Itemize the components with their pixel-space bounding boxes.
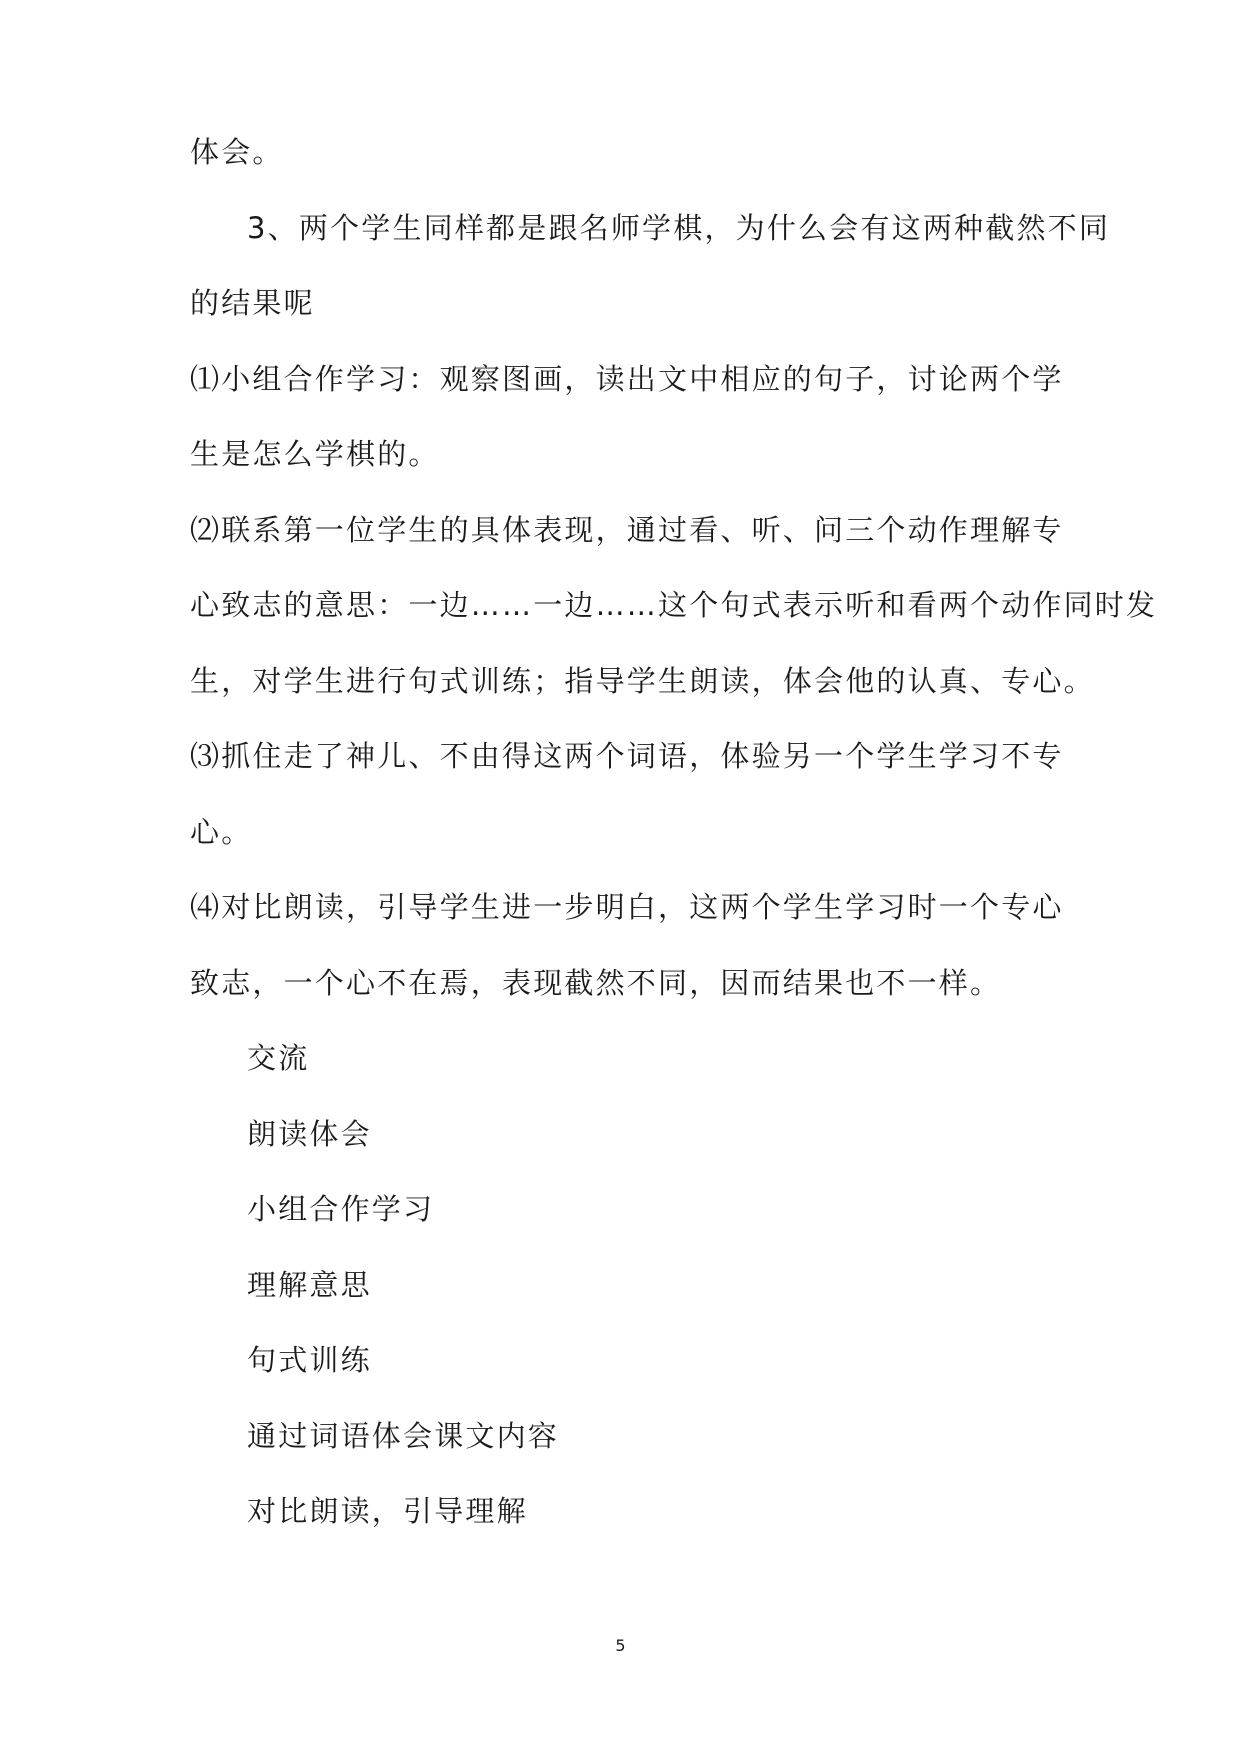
text-line: 通过词语体会课文内容 — [247, 1419, 560, 1453]
text-line: 理解意思 — [247, 1268, 372, 1302]
text-line: 3、两个学生同样都是跟名师学棋，为什么会有这两种截然不同 — [247, 211, 1111, 245]
text-line: 交流 — [247, 1041, 310, 1075]
page-number: 5 — [615, 1636, 626, 1655]
text-line: 朗读体会 — [247, 1117, 372, 1151]
text-line: 的结果呢 — [190, 286, 315, 320]
text-line: 生，对学生进行句式训练；指导学生朗读，体会他的认真、专心。 — [190, 664, 1095, 698]
text-line: ⑵联系第一位学生的具体表现，通过看、听、问三个动作理解专 — [190, 513, 1064, 547]
text-line: 心。 — [190, 815, 253, 849]
text-line: 生是怎么学棋的。 — [190, 437, 440, 471]
text-line: ⑷对比朗读，引导学生进一步明白，这两个学生学习时一个专心 — [190, 890, 1064, 924]
text-line: 小组合作学习 — [247, 1192, 435, 1226]
text-line: 对比朗读，引导理解 — [247, 1494, 528, 1528]
text-line: ⑴小组合作学习：观察图画，读出文中相应的句子，讨论两个学 — [190, 362, 1064, 396]
text-line: ⑶抓住走了神儿、不由得这两个词语，体验另一个学生学习不专 — [190, 739, 1064, 773]
text-line: 心致志的意思：一边……一边……这个句式表示听和看两个动作同时发 — [190, 588, 1158, 622]
text-line: 体会。 — [190, 135, 284, 169]
text-line: 句式训练 — [247, 1343, 372, 1377]
text-line: 致志，一个心不在焉，表现截然不同，因而结果也不一样。 — [190, 966, 1002, 1000]
